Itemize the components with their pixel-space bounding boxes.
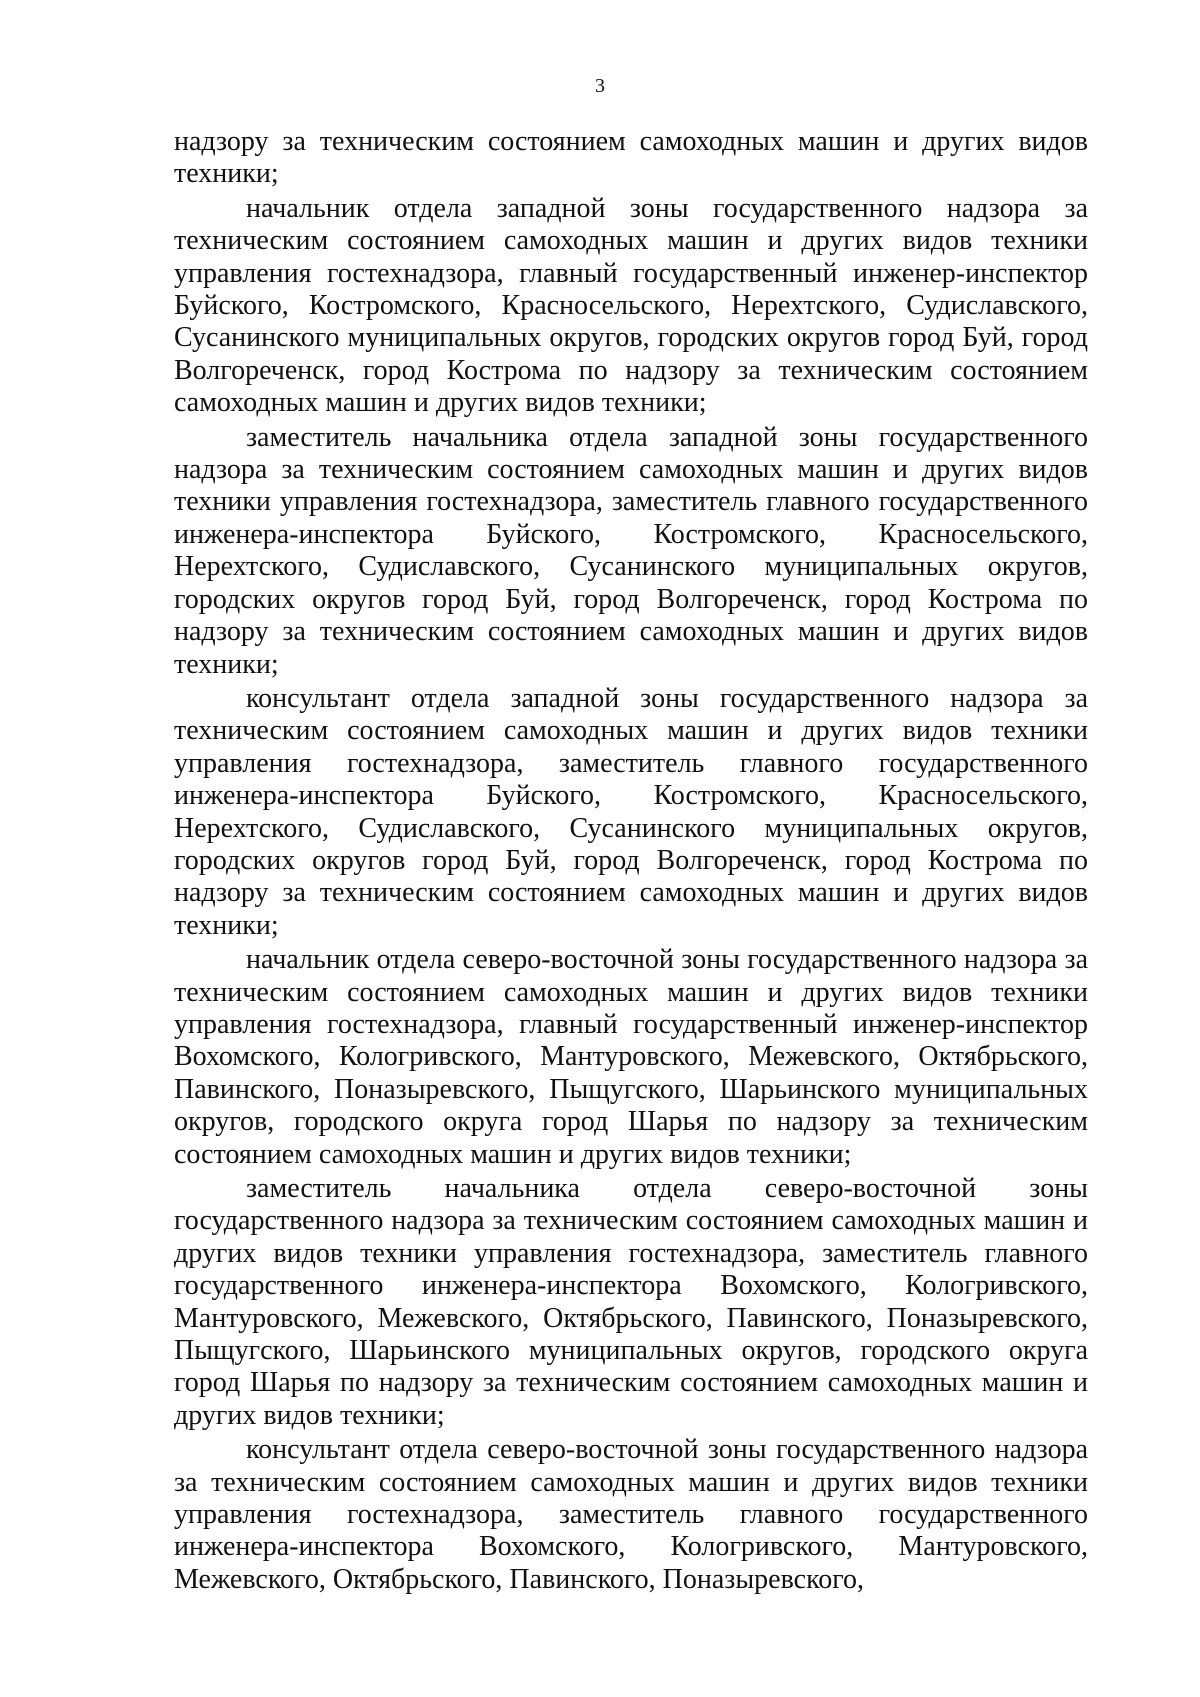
document-body — [174, 126, 1088, 1598]
paragraph-northeast-zone-deputy-head: заместитель начальника отдела северо-восточной зоны государственного надзора за техническим состоянием самоходных машин и других видов техники управления гостехнадзора, заместитель главного государственного инженера-инспектора Вохомского, Кологривского, Мантуровского, Межевского, Октябрьского, Павинского, Поназыревского, Пыщугского, Шарьинского муниципальных округов, городского округа город Шарья по надзору за техническим состоянием самоходных машин и других видов техники; — [174, 1173, 1088, 1431]
paragraph-northeast-zone-consultant: консультант отдела северо-восточной зоны государственного надзора за техническим состоянием самоходных машин и других видов техники управления гостехнадзора, заместитель главного государственного инженера-инспектора Вохомского, Кологривского, Мантуровского, Межевского, Октябрьского, Павинского, Поназыревского, — [174, 1434, 1088, 1595]
paragraph-continuation: надзору за техническим состоянием самоходных машин и других видов техники; — [174, 126, 1088, 190]
page-number: 3 — [595, 75, 605, 97]
paragraph-northeast-zone-head: начальник отдела северо-восточной зоны государственного надзора за техническим состоянием самоходных машин и других видов техники управления гостехнадзора, главный государственный инженер-инспектор Вохомского, Кологривского, Мантуровского, Межевского, Октябрьского, Павинского, Поназыревского, Пыщугского, Шарьинского муниципальных округов, городского округа город Шарья по надзору за техническим состоянием самоходных машин и других видов техники; — [174, 944, 1088, 1170]
paragraph-west-zone-consultant: консультант отдела западной зоны государственного надзора за техническим состоянием самоходных машин и других видов техники управления гостехнадзора, заместитель главного государственного инженера-инспектора Буйского, Костромского, Красносельского, Нерехтского, Судиславского, Сусанинского муниципальных округов, городских округов город Буй, город Волгореченск, город Кострома по надзору за техническим состоянием самоходных машин и других видов техники; — [174, 682, 1088, 941]
paragraph-west-zone-head: начальник отдела западной зоны государственного надзора за техническим состоянием самоходных машин и других видов техники управления гостехнадзора, главный государственный инженер-инспектор Буйского, Костромского, Красносельского, Нерехтского, Судиславского, Сусанинского муниципальных округов, городских округов город Буй, город Волгореченск, город Кострома по надзору за техническим состоянием самоходных машин и других видов техники; — [174, 192, 1088, 419]
paragraph-west-zone-deputy-head: заместитель начальника отдела западной зоны государственного надзора за техническим состоянием самоходных машин и других видов техники управления гостехнадзора, заместитель главного государственного инженера-инспектора Буйского, Костромского, Красносельского, Нерехтского, Судиславского, Сусанинского муниципальных округов, городских округов город Буй, город Волгореченск, город Кострома по надзору за техническим состоянием самоходных машин и других видов техники; — [174, 421, 1088, 680]
